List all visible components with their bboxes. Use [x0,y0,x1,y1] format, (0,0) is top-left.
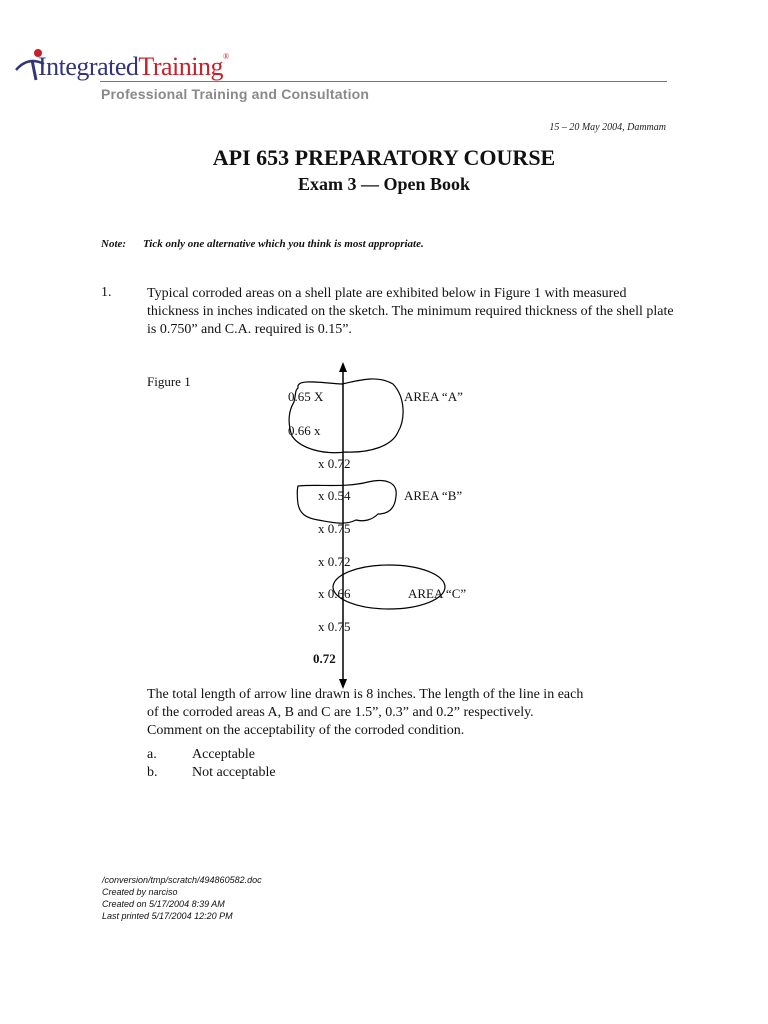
logo-registered-mark: ® [223,52,229,61]
option-a-text[interactable]: Acceptable [192,747,255,762]
area-c-label: AREA “C” [408,586,467,601]
reading-label: x 0.72 [318,554,351,569]
arrow-head-top-icon [339,362,347,372]
reading-label: x 0.75 [318,619,351,634]
area-b-label: AREA “B” [404,488,463,503]
reading-label: x 0.54 [318,488,351,503]
reading-label: x 0.72 [318,456,351,471]
footer-path: /conversion/tmp/scratch/494860582.doc [102,875,262,885]
footer-created-on: Created on 5/17/2004 8:39 AM [102,899,225,909]
reading-label: 0.66 x [288,423,321,438]
logo-word-training: Training [138,52,224,81]
footer-created-by: Created by narciso [102,887,178,897]
area-a-label: AREA “A” [404,389,463,404]
page-title: API 653 PREPARATORY COURSE [212,145,556,170]
reading-label-bold: 0.72 [313,651,336,666]
paragraph-line: of the corroded areas A, B and C are 1.5”, 0.3” and 0.2” respectively. [147,705,534,720]
paragraph-line: Comment on the acceptability of the corroded condition. [147,723,465,738]
logo-word-integrated: Integrated [38,52,139,81]
header-tagline: Professional Training and Consultation [101,86,370,102]
question-text: Typical corroded areas on a shell plate are exhibited below in Figure 1 with measured thickness in inches indicated on the sketch. The minimum required thickness of the shell plate is 0.750” and C.A. required is 0.15”. [147,286,674,337]
paragraph-line: The total length of arrow line drawn is 8 inches. The length of the line in each [147,687,584,702]
option-a-letter: a. [147,747,157,762]
figure-label: Figure 1 [147,374,191,389]
question-paragraph [147,686,667,740]
option-b-letter: b. [147,765,158,780]
footer-last-printed: Last printed 5/17/2004 12:20 PM [102,911,233,921]
option-b-text[interactable]: Not acceptable [192,765,276,780]
reading-label: 0.65 X [288,389,324,404]
note-label: Note: [101,238,127,250]
page-subtitle: Exam 3 — Open Book [297,174,471,194]
reading-label: x 0.66 [318,586,351,601]
date-location: 15 – 20 May 2004, Dammam [549,122,666,133]
note-text: Tick only one alternative which you think is most appropriate. [143,238,424,250]
reading-label: x 0.75 [318,521,351,536]
question-number: 1. [101,285,112,300]
